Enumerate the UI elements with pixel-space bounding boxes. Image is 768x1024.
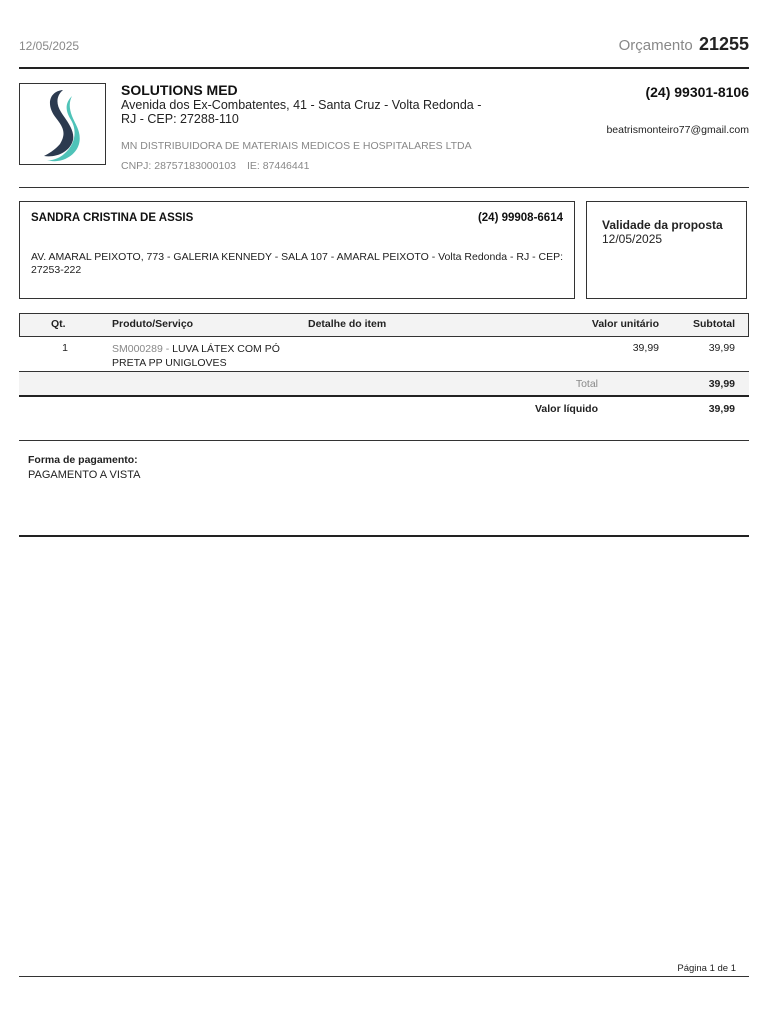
row-product-name-1: LUVA LÁTEX COM PÓ — [172, 343, 280, 355]
total-row — [19, 372, 749, 396]
quote-label: Orçamento — [618, 37, 693, 54]
company-divider — [19, 187, 749, 188]
header-divider — [19, 67, 749, 69]
validity-label: Validade da proposta — [602, 218, 723, 232]
col-subtotal-header: Subtotal — [693, 318, 735, 330]
client-name: SANDRA CRISTINA DE ASSIS — [31, 212, 194, 224]
items-divider — [19, 371, 749, 372]
col-qty-header: Qt. — [51, 318, 66, 330]
document-date: 12/05/2025 — [19, 39, 80, 53]
row-qty: 1 — [62, 342, 68, 354]
company-address: Avenida dos Ex-Combatentes, 41 - Santa Cruz - Volta Redonda - RJ - CEP: 27288-110 — [121, 98, 482, 126]
company-logo-icon — [20, 84, 105, 164]
payment-label: Forma de pagamento: — [28, 454, 138, 466]
page-number: Página 1 de 1 — [677, 963, 736, 974]
company-phone: (24) 99301-8106 — [645, 84, 749, 100]
col-unit-price-header: Valor unitário — [591, 318, 659, 330]
company-registration — [121, 160, 309, 172]
company-cnpj: CNPJ: 28757183000103 — [121, 160, 237, 172]
payment-method: PAGAMENTO A VISTA — [28, 469, 141, 481]
footer-divider — [19, 976, 749, 977]
company-ie: IE: 87446441 — [246, 160, 310, 172]
company-logo — [19, 83, 106, 165]
client-phone: (24) 99908-6614 — [477, 212, 563, 224]
col-product-header: Produto/Serviço — [112, 318, 194, 330]
company-legal-name: MN DISTRIBUIDORA DE MATERIAIS MEDICOS E HOSPITALARES LTDA — [121, 140, 472, 152]
totals-divider — [19, 440, 749, 441]
quote-title — [619, 34, 749, 55]
client-address: AV. AMARAL PEIXOTO, 773 - GALERIA KENNEDY - SALA 107 - AMARAL PEIXOTO - Volta Redonda - RJ - CEP: 27253-222 — [31, 251, 564, 276]
row-subtotal: 39,99 — [708, 342, 735, 354]
net-value: 39,99 — [708, 403, 735, 415]
quote-number: 21255 — [698, 34, 749, 54]
validity-date: 12/05/2025 — [602, 232, 663, 246]
company-email: beatrismonteiro77@gmail.com — [606, 124, 749, 136]
row-product-name-2: PRETA PP UNIGLOVES — [112, 357, 227, 369]
total-value: 39,99 — [708, 378, 735, 390]
validity-box — [586, 201, 747, 299]
total-divider — [19, 395, 749, 397]
table-row — [112, 342, 312, 370]
col-detail-header: Detalhe do item — [308, 318, 387, 330]
row-unit-price: 39,99 — [632, 342, 659, 354]
payment-divider — [19, 535, 749, 537]
total-label: Total — [575, 378, 598, 390]
row-product-code: SM000289 - — [112, 343, 170, 355]
company-name: SOLUTIONS MED — [121, 82, 238, 98]
net-value-label: Valor líquido — [534, 403, 598, 415]
